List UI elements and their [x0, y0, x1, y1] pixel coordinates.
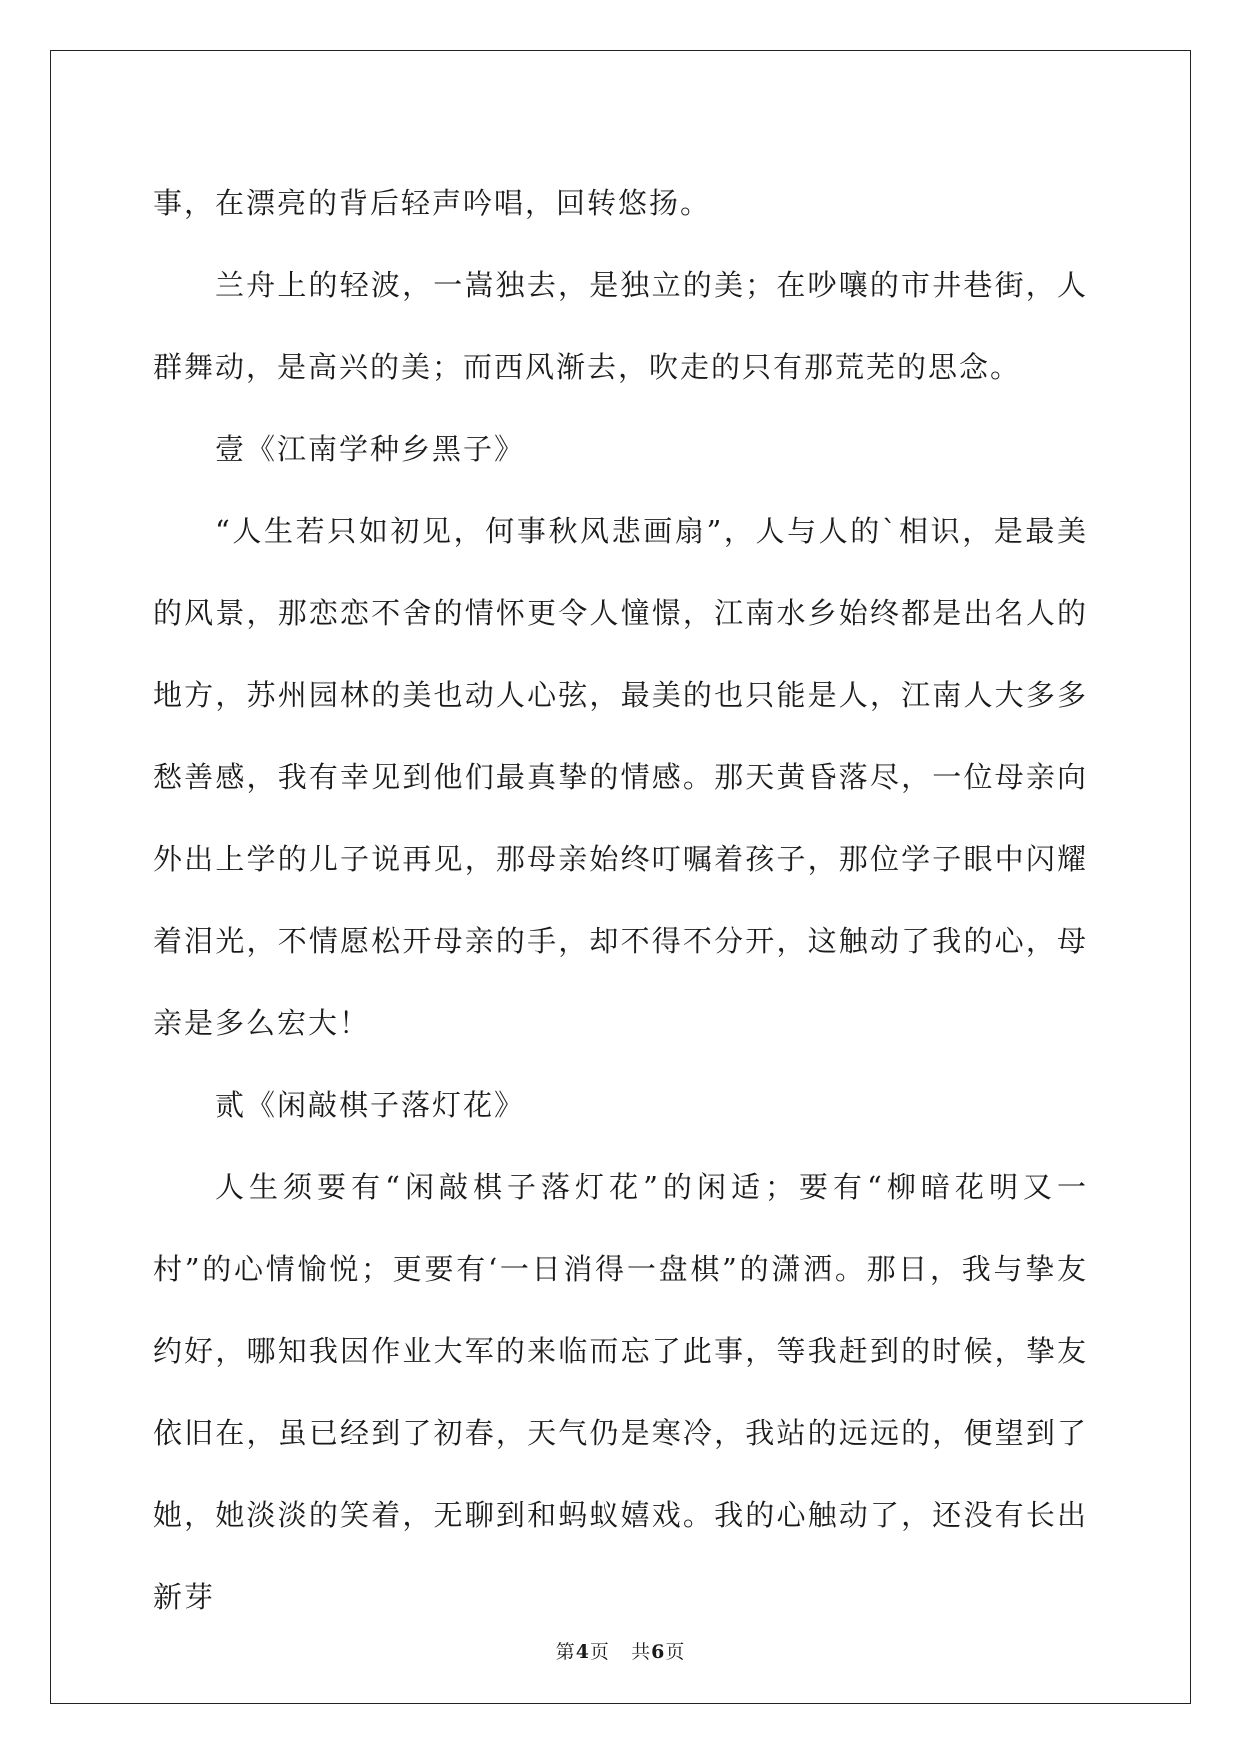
paragraph-farewell: “人生若只如初见，何事秋风悲画扇”，人与人的`相识，是最美的风景，那恋恋不舍的情怀更令人憧憬，江南水乡始终都是出名人的地方，苏州园林的美也动人心弦，最美的也只能是人，江南人大多多愁善感，我有幸见到他们最真挚的情感。那天黄昏落尽，一位母亲向外出上学的儿子说再见，那母亲始终叮嘱着孩子，那位学子眼中闪耀着泪光，不情愿松开母亲的手，却不得不分开，这触动了我的心，母亲是多么宏大！ — [153, 514, 1088, 1040]
page-prefix: 第 — [555, 1641, 576, 1663]
paragraph-continuation: 事，在漂亮的背后轻声吟唱，回转悠扬。 — [153, 186, 712, 220]
total-page-count: 6 — [651, 1641, 666, 1663]
total-suffix: 页 — [665, 1641, 686, 1663]
paragraph-chess: 人生须要有“闲敲棋子落灯花”的闲适；要有“柳暗花明又一村”的心情愉悦；更要有‘一日消得一盘棋”的潇洒。那日，我与挚友约好，哪知我因作业大军的来临而忘了此事，等我赶到的时候，挚友依旧在，虽已经到了初春，天气仍是寒冷，我站的远远的，便望到了她，她淡淡的笑着，无聊到和蚂蚁嬉戏。我的心触动了，还没有长出新芽 — [153, 1170, 1088, 1614]
page-number-footer — [0, 1637, 1241, 1664]
page-suffix: 页 — [589, 1641, 610, 1663]
section-heading-two: 贰《闲敲棋子落灯花》 — [215, 1088, 526, 1122]
current-page-number: 4 — [575, 1641, 590, 1663]
paragraph-lanzhou: 兰舟上的轻波，一嵩独去，是独立的美；在吵嚷的市井巷街，人群舞动，是高兴的美；而西风渐去，吹走的只有那荒芜的思念。 — [153, 268, 1088, 384]
document-body — [153, 162, 1088, 1638]
total-prefix: 共 — [631, 1641, 652, 1663]
section-heading-one: 壹《江南学种乡黑子》 — [215, 432, 526, 466]
